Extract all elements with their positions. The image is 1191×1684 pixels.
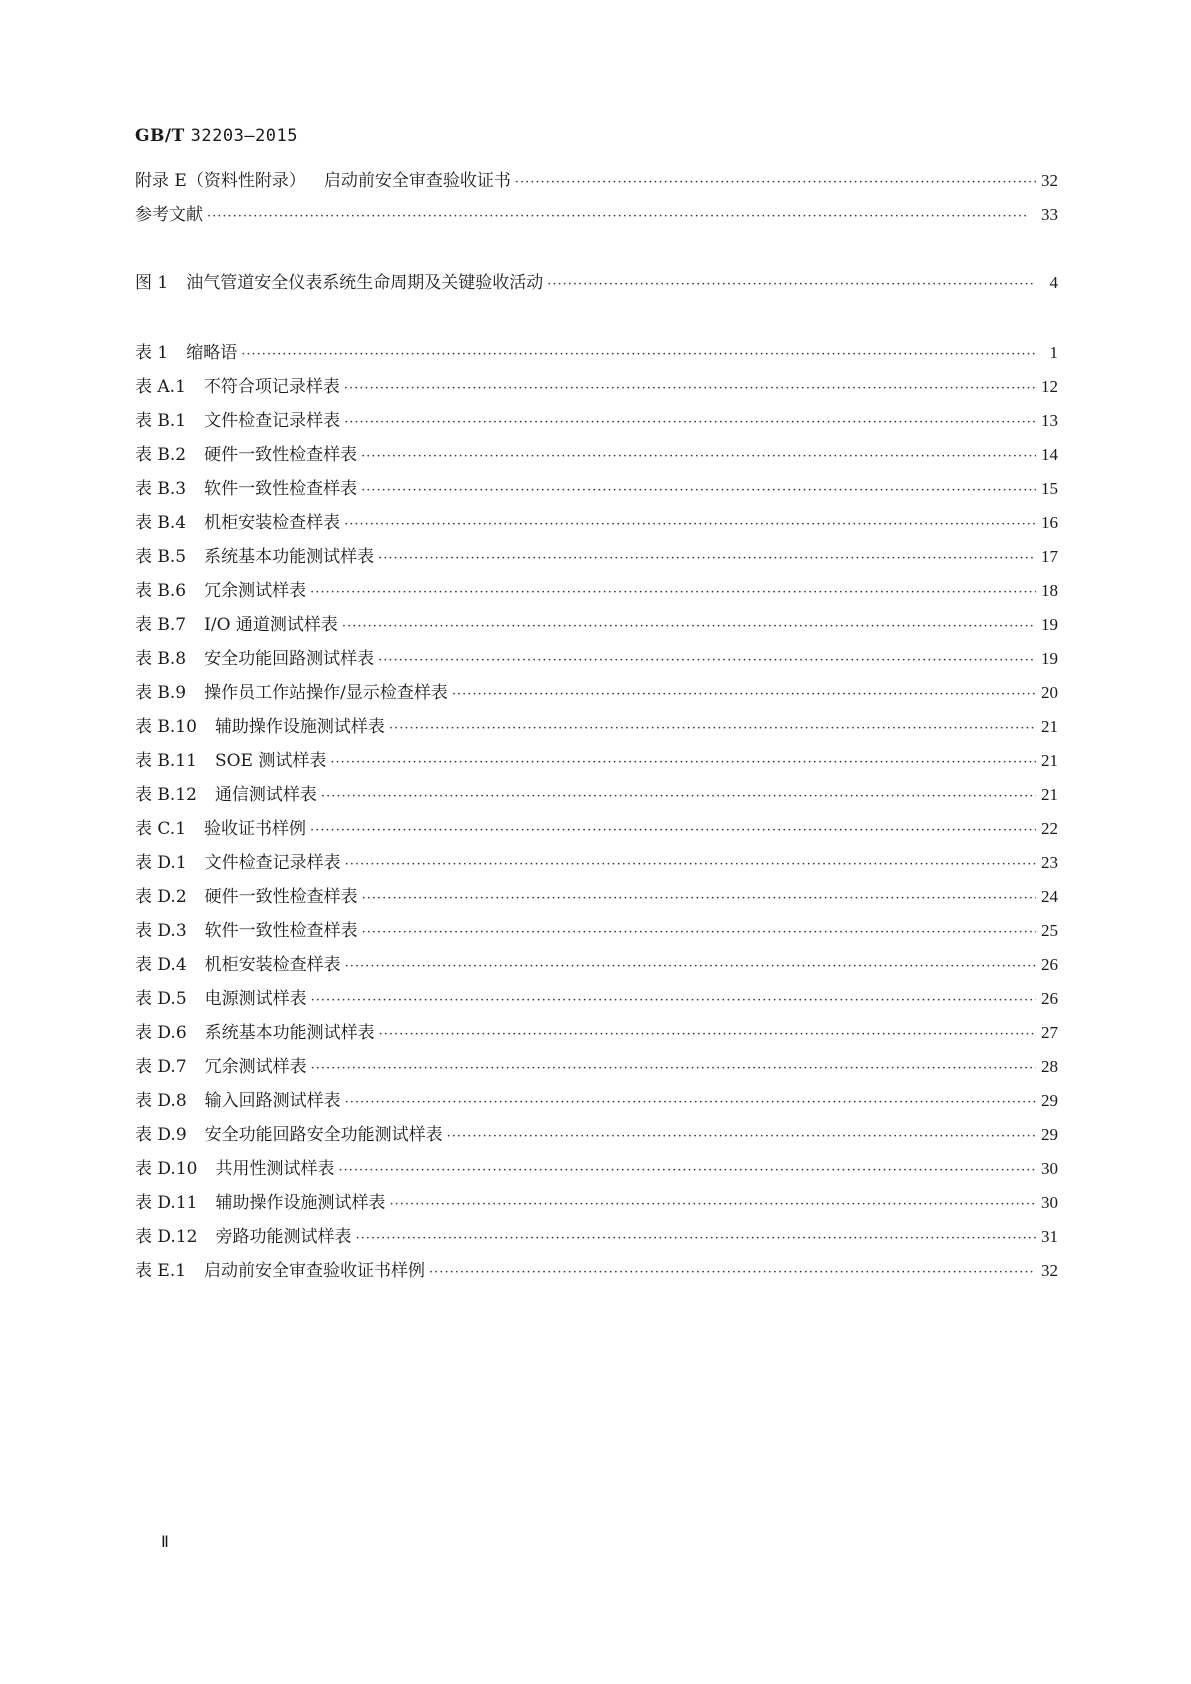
toc-entry-title: 软件一致性检查样表 xyxy=(204,479,358,499)
toc-entry-title: 冗余测试样表 xyxy=(204,581,307,601)
toc-entry-title: 旁路功能测试样表 xyxy=(215,1227,352,1247)
toc-entry-label: 表 B.6 xyxy=(135,581,187,601)
toc-entry-label: 表 A.1 xyxy=(135,377,186,397)
toc-entry-page: 15 xyxy=(1041,479,1058,498)
toc-leader-dots xyxy=(515,166,1036,200)
toc-entry-page: 30 xyxy=(1041,1159,1058,1178)
toc-leader-dots xyxy=(361,474,1036,508)
toc-entry-title: 文件检查记录样表 xyxy=(204,853,341,873)
toc-entry-page: 17 xyxy=(1041,547,1058,566)
toc-entry[interactable] xyxy=(135,1220,1058,1254)
toc-entry-title: 冗余测试样表 xyxy=(204,1057,307,1077)
toc-entry[interactable] xyxy=(135,1084,1058,1118)
toc-entry-page: 24 xyxy=(1041,887,1058,906)
toc-entry-page: 26 xyxy=(1041,955,1058,974)
toc-entry-page: 31 xyxy=(1041,1227,1058,1246)
toc-leader-dots xyxy=(429,1256,1036,1290)
toc-entry-page: 12 xyxy=(1041,377,1058,396)
toc-entry-title: 硬件一致性检查样表 xyxy=(204,445,358,465)
toc-leader-dots xyxy=(344,372,1036,406)
toc-leader-dots xyxy=(338,1154,1036,1188)
toc-leader-dots xyxy=(355,1222,1036,1256)
toc-leader-dots xyxy=(378,542,1036,576)
toc-entry-page: 29 xyxy=(1041,1091,1058,1110)
toc-entry-label: 表 B.12 xyxy=(135,785,197,805)
toc-leader-dots xyxy=(345,1086,1036,1120)
toc-entry[interactable] xyxy=(135,982,1058,1016)
toc-entry-title: 油气管道安全仪表系统生命周期及关键验收活动 xyxy=(186,273,544,293)
toc-entry-label: 表 B.9 xyxy=(135,683,187,703)
toc-entry-page: 14 xyxy=(1041,445,1058,464)
toc-entry-label: 表 D.6 xyxy=(135,1023,187,1043)
toc-entry[interactable] xyxy=(135,198,1058,232)
toc-entry-label: 表 D.10 xyxy=(135,1159,198,1179)
toc-leader-dots xyxy=(345,848,1036,882)
toc-entry-page: 30 xyxy=(1041,1193,1058,1212)
toc-entry[interactable] xyxy=(135,336,1058,370)
toc-entry-page: 21 xyxy=(1041,785,1058,804)
toc-entry[interactable] xyxy=(135,1118,1058,1152)
toc-entry[interactable] xyxy=(135,1152,1058,1186)
toc-entry-label: 表 D.8 xyxy=(135,1091,187,1111)
toc-entry-page: 16 xyxy=(1041,513,1058,532)
toc-leader-dots xyxy=(310,576,1036,610)
toc-entry-title: 系统基本功能测试样表 xyxy=(204,1023,375,1043)
toc-entry-title: 机柜安装检查样表 xyxy=(204,955,341,975)
toc-entry-title: 文件检查记录样表 xyxy=(204,411,341,431)
toc-leader-dots xyxy=(362,882,1036,916)
toc-entry-label: 表 D.1 xyxy=(135,853,187,873)
toc-entry-label: 表 D.4 xyxy=(135,955,187,975)
toc-entry[interactable] xyxy=(135,914,1058,948)
toc-entry-title: 操作员工作站操作/显示检查样表 xyxy=(204,683,448,703)
toc-entry[interactable] xyxy=(135,880,1058,914)
toc-entry-title: 启动前安全审查验收证书样例 xyxy=(204,1261,426,1281)
toc-entry-page: 18 xyxy=(1041,581,1058,600)
toc-leader-dots xyxy=(311,984,1036,1018)
toc-entry[interactable] xyxy=(135,1050,1058,1084)
toc-entry-page: 20 xyxy=(1041,683,1058,702)
toc-entry[interactable] xyxy=(135,710,1058,744)
toc-entry[interactable] xyxy=(135,846,1058,880)
toc-entry-title: 启动前安全审查验收证书 xyxy=(323,171,511,191)
toc-entry-page: 21 xyxy=(1041,751,1058,770)
toc-leader-dots xyxy=(342,610,1036,644)
toc-entry-title: 安全功能回路安全功能测试样表 xyxy=(204,1125,443,1145)
toc-entry[interactable] xyxy=(135,540,1058,574)
toc-leader-dots xyxy=(379,1018,1036,1052)
toc-leader-dots xyxy=(547,268,1036,302)
toc-entry-label: 表 D.9 xyxy=(135,1125,187,1145)
page-number: Ⅱ xyxy=(161,1534,169,1551)
toc-entry-label: 表 E.1 xyxy=(135,1261,187,1281)
toc-entry-label: 表 1 xyxy=(135,343,169,363)
toc-entry-title: 系统基本功能测试样表 xyxy=(204,547,375,567)
toc-entry-page: 26 xyxy=(1041,989,1058,1008)
toc-entry[interactable] xyxy=(135,744,1058,778)
toc-leader-dots xyxy=(311,1052,1036,1086)
toc-leader-dots xyxy=(452,678,1036,712)
toc-entry[interactable] xyxy=(135,676,1058,710)
toc-entry-title: 硬件一致性检查样表 xyxy=(204,887,358,907)
toc-entry-title: I/O 通道测试样表 xyxy=(204,615,338,635)
document-header xyxy=(135,126,298,146)
toc-entry-title: 安全功能回路测试样表 xyxy=(204,649,375,669)
toc-entry-title: SOE 测试样表 xyxy=(214,751,327,771)
toc-entry-page: 23 xyxy=(1041,853,1058,872)
toc-entry-title: 辅助操作设施测试样表 xyxy=(214,717,385,737)
toc-entry-title: 不符合项记录样表 xyxy=(203,377,340,397)
toc-entry-page: 32 xyxy=(1041,1261,1058,1280)
toc-entry-label: 表 D.2 xyxy=(135,887,187,907)
toc-entry-page: 4 xyxy=(1049,273,1058,292)
toc-entry-label: 表 B.7 xyxy=(135,615,187,635)
toc-entry-page: 32 xyxy=(1041,171,1058,190)
toc-entry-label: 表 B.10 xyxy=(135,717,197,737)
toc-entry-label: 表 B.1 xyxy=(135,411,187,431)
toc-entry[interactable] xyxy=(135,1016,1058,1050)
toc-entry-label: 参考文献 xyxy=(135,205,203,225)
toc-leader-dots xyxy=(310,814,1036,848)
toc-tables-section xyxy=(135,336,1058,1288)
toc-entry[interactable] xyxy=(135,574,1058,608)
toc-entry-label: 表 B.8 xyxy=(135,649,187,669)
toc-entry[interactable] xyxy=(135,642,1058,676)
toc-entry[interactable] xyxy=(135,370,1058,404)
toc-entry-label: 附录 E（资料性附录） xyxy=(135,171,306,191)
toc-entry[interactable] xyxy=(135,404,1058,438)
toc-entry-label: 表 D.7 xyxy=(135,1057,187,1077)
toc-leader-dots xyxy=(345,950,1036,984)
toc-entry-label: 表 D.12 xyxy=(135,1227,198,1247)
toc-entry-title: 辅助操作设施测试样表 xyxy=(215,1193,386,1213)
toc-entry-page: 13 xyxy=(1041,411,1058,430)
toc-leader-dots xyxy=(321,780,1036,814)
toc-entry-page: 28 xyxy=(1041,1057,1058,1076)
toc-entry-page: 22 xyxy=(1041,819,1058,838)
toc-entry[interactable] xyxy=(135,266,1058,300)
toc-entry-page: 29 xyxy=(1041,1125,1058,1144)
standard-code: GB/T xyxy=(135,126,185,146)
toc-entry-label: 图 1 xyxy=(135,273,169,293)
toc-entry-page: 1 xyxy=(1049,343,1058,362)
toc-leader-dots xyxy=(378,644,1036,678)
toc-entry-title: 电源测试样表 xyxy=(204,989,307,1009)
toc-entry-title: 共用性测试样表 xyxy=(215,1159,335,1179)
toc-entry-label: 表 D.3 xyxy=(135,921,187,941)
toc-entry-label: 表 B.11 xyxy=(135,751,197,771)
toc-leader-dots xyxy=(361,440,1036,474)
toc-leader-dots xyxy=(389,1188,1036,1222)
toc-entry-label: 表 B.4 xyxy=(135,513,187,533)
toc-entry-title: 输入回路测试样表 xyxy=(204,1091,341,1111)
toc-entry[interactable] xyxy=(135,438,1058,472)
toc-entry[interactable] xyxy=(135,164,1058,198)
toc-leader-dots xyxy=(344,406,1036,440)
toc-leader-dots xyxy=(207,200,1036,234)
toc-entry-label: 表 D.11 xyxy=(135,1193,198,1213)
toc-leader-dots xyxy=(344,508,1036,542)
toc-entry-title: 软件一致性检查样表 xyxy=(204,921,358,941)
toc-entry-title: 通信测试样表 xyxy=(214,785,317,805)
toc-entry-title: 验收证书样例 xyxy=(204,819,307,839)
toc-leader-dots xyxy=(447,1120,1036,1154)
toc-entry[interactable] xyxy=(135,472,1058,506)
toc-leader-dots xyxy=(241,338,1036,372)
toc-entry-label: 表 C.1 xyxy=(135,819,187,839)
toc-figures-section xyxy=(135,266,1058,300)
toc-entry-page: 19 xyxy=(1041,615,1058,634)
toc-entry-label: 表 B.2 xyxy=(135,445,187,465)
toc-entry[interactable] xyxy=(135,506,1058,540)
standard-number: 32203—2015 xyxy=(190,126,299,146)
toc-entry[interactable] xyxy=(135,778,1058,812)
toc-entry-label: 表 B.3 xyxy=(135,479,187,499)
toc-entry[interactable] xyxy=(135,1186,1058,1220)
toc-entry-page: 19 xyxy=(1041,649,1058,668)
toc-entry[interactable] xyxy=(135,948,1058,982)
toc-entry-page: 33 xyxy=(1041,205,1058,224)
toc-entry-label: 表 B.5 xyxy=(135,547,187,567)
toc-entry-page: 21 xyxy=(1041,717,1058,736)
toc-appendix-section xyxy=(135,164,1058,232)
toc-entry-title: 缩略语 xyxy=(186,343,238,363)
toc-entry-title: 机柜安装检查样表 xyxy=(204,513,341,533)
toc-entry[interactable] xyxy=(135,1254,1058,1288)
toc-leader-dots xyxy=(330,746,1036,780)
toc-entry[interactable] xyxy=(135,812,1058,846)
toc-entry-label: 表 D.5 xyxy=(135,989,187,1009)
toc-entry-page: 25 xyxy=(1041,921,1058,940)
toc-entry-page: 27 xyxy=(1041,1023,1058,1042)
toc-leader-dots xyxy=(362,916,1036,950)
toc-entry[interactable] xyxy=(135,608,1058,642)
toc-leader-dots xyxy=(389,712,1036,746)
